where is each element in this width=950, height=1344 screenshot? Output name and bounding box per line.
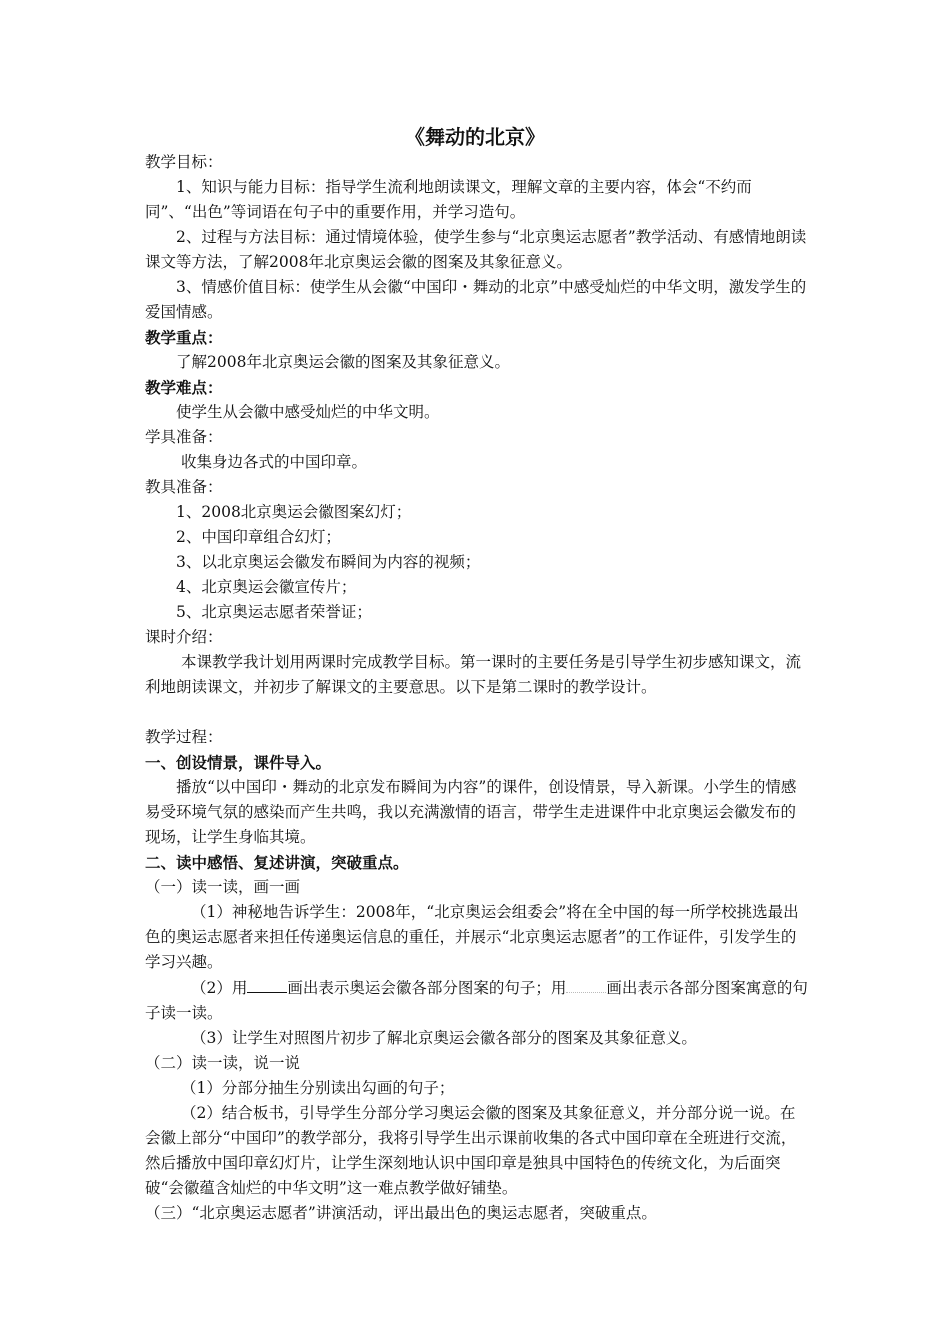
section-1-text: 播放“以中国印・舞动的北京发布瞬间为内容”的课件，创设情景，导入新课。小学生的情感易受环境气氛的感染而产生共鸣，我以充满激情的语言，带学生走进课件中北京奥运会徽发布的现场，让学生身临其境。 <box>145 778 797 846</box>
subsection-1-para-3: （3）让学生对照图片初步了解北京奥运会徽各部分的图案及其象征意义。 <box>191 1029 697 1047</box>
student-prep-heading: 学具准备： <box>145 428 223 446</box>
goal-3: 3、情感价值目标：使学生从会徽“中国印・舞动的北京”中感受灿烂的中华文明，激发学生的爱国情感。 <box>145 278 807 321</box>
teacher-prep-item: 3、以北京奥运会徽发布瞬间为内容的视频； <box>176 553 481 571</box>
difficulty-text: 使学生从会徽中感受灿烂的中华文明。 <box>176 403 440 421</box>
goal-1: 1、知识与能力目标：指导学生流利地朗读课文，理解文章的主要内容，体会“不约而同”、“出色”等词语在句子中的重要作用，并学习造句。 <box>145 178 752 221</box>
subsection-3-heading: （三）“北京奥运志愿者”讲演活动，评出最出色的奥运志愿者，突破重点。 <box>145 1204 657 1222</box>
teacher-prep-item: 2、中国印章组合幻灯； <box>176 528 341 546</box>
teacher-prep-item: 4、北京奥运会徽宣传片； <box>176 578 357 596</box>
section-2-heading: 二、读中感悟、复述讲演，突破重点。 <box>145 853 409 872</box>
section-1-heading: 一、创设情景，课件导入。 <box>145 753 332 772</box>
periods-text: 本课教学我计划用两课时完成教学目标。第一课时的主要任务是引导学生初步感知课文，流利地朗读课文，并初步了解课文的主要意思。以下是第二课时的教学设计。 <box>145 653 802 696</box>
subsection-2-para-1: （1）分部分抽生分别读出勾画的句子； <box>181 1079 455 1097</box>
key-point-heading: 教学重点： <box>145 328 223 347</box>
teacher-prep-item: 1、2008北京奥运会徽图案幻灯； <box>176 503 412 521</box>
document-body <box>145 150 810 1226</box>
key-point-text: 了解2008年北京奥运会徽的图案及其象征意义。 <box>176 353 510 371</box>
solid-underline-sample <box>247 975 287 993</box>
subsection-1-para-1: （1）神秘地告诉学生：2008年，“北京奥运会组委会”将在全中国的每一所学校挑选最出色的奥运志愿者来担任传递奥运信息的重任，并展示“北京奥运志愿者”的工作证件，引发学生的学习兴趣。 <box>145 903 799 971</box>
teacher-prep-item: 5、北京奥运志愿者荣誉证； <box>176 603 372 621</box>
blank-line <box>145 700 810 725</box>
periods-heading: 课时介绍： <box>145 628 223 646</box>
page-title: 《舞动的北京》 <box>405 125 545 149</box>
para-2-part-c: 画出表示各部分图案寓意的句子读一读。 <box>145 979 808 1022</box>
para-2-part-a: （2）用 <box>191 979 248 997</box>
subsection-2-heading: （二）读一读，说一说 <box>145 1054 301 1072</box>
wavy-underline-sample <box>566 975 606 993</box>
student-prep-text: 收集身边各式的中国印章。 <box>181 453 368 471</box>
goal-2: 2、过程与方法目标：通过情境体验，使学生参与“北京奥运志愿者”教学活动、有感情地朗读课文等方法，了解2008年北京奥运会徽的图案及其象征意义。 <box>145 228 807 271</box>
difficulty-heading: 教学难点： <box>145 378 223 397</box>
subsection-1-para-2 <box>145 975 810 1026</box>
subsection-1-heading: （一）读一读，画一画 <box>145 878 301 896</box>
goals-heading: 教学目标： <box>145 153 223 171</box>
process-heading: 教学过程： <box>145 728 223 746</box>
subsection-2-para-2: （2）结合板书，引导学生分部分学习奥运会徽的图案及其象征意义，并分部分说一说。在会徽上部分“中国印”的教学部分，我将引导学生出示课前收集的各式中国印章在全班进行交流，然后播放中国印章幻灯片，让学生深刻地认识中国印章是独具中国特色的传统文化，为后面突破“会徽蕴含灿烂的中华文明”这一难点教学做好铺垫。 <box>145 1104 797 1197</box>
para-2-part-b: 画出表示奥运会徽各部分图案的句子；用 <box>287 979 567 997</box>
teacher-prep-heading: 教具准备： <box>145 478 223 496</box>
